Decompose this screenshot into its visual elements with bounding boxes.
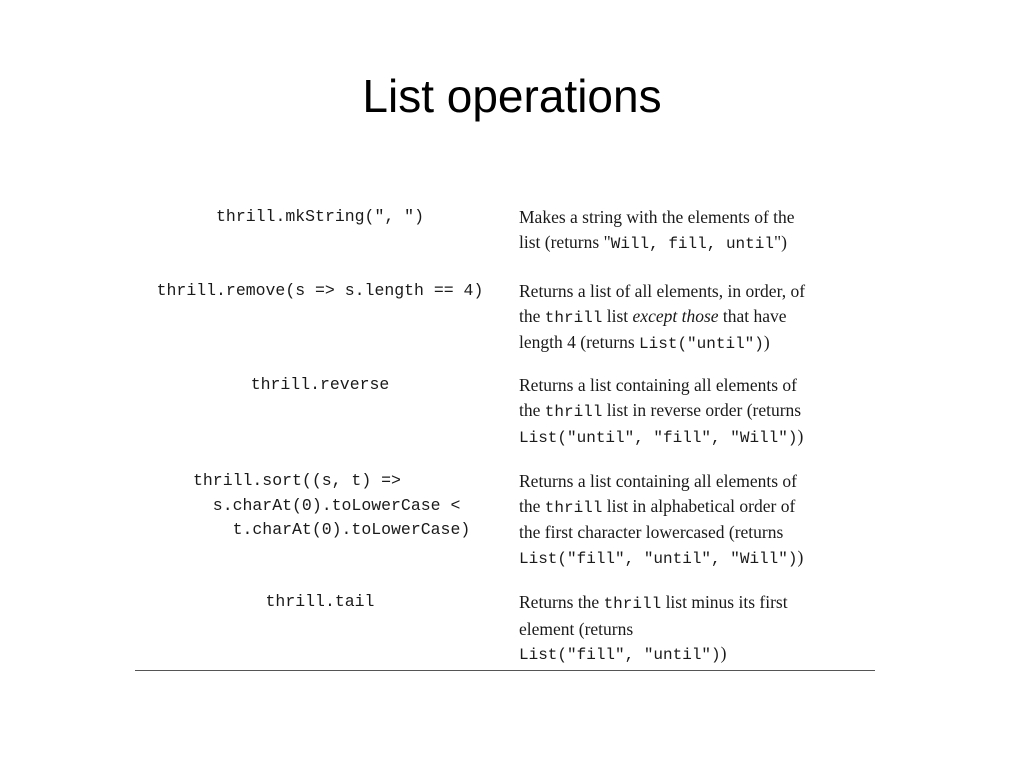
description-text: ) <box>797 426 804 446</box>
description-text: ) <box>763 332 770 352</box>
inline-code: List("fill", "until", "Will") <box>519 549 798 568</box>
inline-code: thrill <box>544 402 603 421</box>
description-text: ") <box>773 231 787 252</box>
operation-code <box>193 469 513 543</box>
description-text: list minus its first <box>661 592 788 612</box>
description-line <box>519 641 869 668</box>
description-text: ) <box>797 546 804 567</box>
description-line <box>519 230 869 257</box>
description-text: Returns a list of all elements, in order, of <box>519 281 806 301</box>
description-text: ) <box>720 643 727 663</box>
description-text: Makes a string with the elements of the <box>519 207 795 227</box>
description-text: length 4 (returns <box>519 332 640 352</box>
description-text: list <box>602 305 633 326</box>
description-text: Returns the <box>519 592 604 612</box>
operation-description <box>519 469 869 571</box>
code-line: s.charAt(0).toLowerCase < <box>193 495 461 515</box>
description-line <box>519 617 869 642</box>
inline-code: Will, fill, until <box>610 234 774 253</box>
description-text: list (returns " <box>519 231 611 252</box>
slide-title: List operations <box>362 70 662 122</box>
description-line <box>519 520 869 545</box>
description-line <box>519 424 869 451</box>
inline-code: List("until") <box>639 335 764 353</box>
description-line <box>519 205 869 230</box>
description-text: the <box>519 305 545 326</box>
code-line: t.charAt(0).toLowerCase) <box>193 520 471 539</box>
operation-code <box>135 205 505 230</box>
description-line <box>519 469 869 494</box>
description-text: element (returns <box>519 618 634 639</box>
operation-code <box>135 373 505 398</box>
code-line: thrill.remove(s => s.length == 4) <box>156 281 484 300</box>
description-text: Returns a list containing all elements of <box>519 375 797 395</box>
operation-code <box>135 279 505 304</box>
inline-code: List("fill", "until") <box>519 646 721 664</box>
description-text: list in alphabetical order of <box>602 495 796 516</box>
inline-code: thrill <box>544 498 603 517</box>
operation-description <box>519 590 869 668</box>
inline-code: List("until", "fill", "Will") <box>519 429 798 447</box>
description-text: the first character lowercased (returns <box>519 522 784 542</box>
description-text: the <box>519 495 545 516</box>
description-line <box>519 373 869 398</box>
operation-description <box>519 205 869 256</box>
inline-code: thrill <box>603 595 662 613</box>
operation-code <box>135 590 505 615</box>
description-line <box>519 494 869 521</box>
description-line <box>519 545 869 572</box>
description-text: Returns a list containing all elements of <box>519 471 797 491</box>
description-line <box>519 279 869 304</box>
code-line: thrill.sort((s, t) => <box>193 471 401 490</box>
description-line <box>519 304 869 331</box>
description-line <box>519 398 869 425</box>
code-line: thrill.reverse <box>250 375 390 394</box>
code-line: thrill.tail <box>265 592 375 611</box>
description-line <box>519 590 869 617</box>
description-text: the <box>519 399 545 420</box>
code-line: thrill.mkString(", ") <box>216 207 424 226</box>
description-text: that have <box>718 305 787 326</box>
operation-description <box>519 373 869 451</box>
inline-code: thrill <box>544 308 603 327</box>
description-line <box>519 330 869 357</box>
emphasis-text: except those <box>632 305 719 326</box>
description-text: list in reverse order (returns <box>602 399 802 420</box>
table-bottom-rule <box>135 670 875 671</box>
operation-description <box>519 279 869 357</box>
